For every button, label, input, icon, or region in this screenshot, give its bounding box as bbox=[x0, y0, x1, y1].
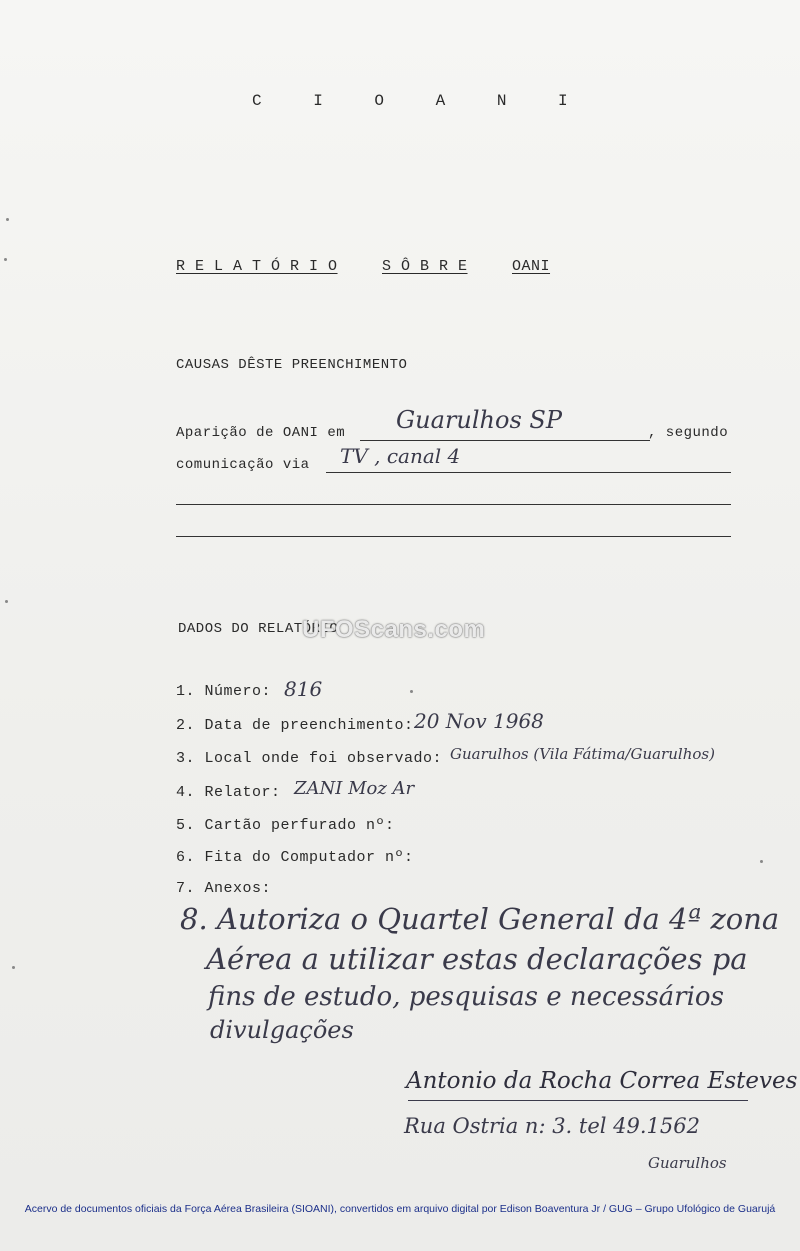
signature-city: Guarulhos bbox=[648, 1154, 727, 1172]
watermark: UFOScans.com bbox=[302, 616, 486, 643]
item-4-label: 4. Relator: bbox=[176, 784, 281, 801]
causes-line1-suffix: , segundo bbox=[648, 425, 729, 441]
item-1-value: 816 bbox=[284, 677, 323, 701]
document-header: C I O A N I bbox=[252, 92, 589, 110]
item-4-value: ZANI Moz Ar bbox=[294, 778, 415, 799]
scan-speck bbox=[410, 690, 413, 693]
item-7-label: 7. Anexos: bbox=[176, 880, 272, 897]
report-title-word3: OANI bbox=[512, 258, 551, 275]
note-line-3: fins de estudo, pesquisas e necessários bbox=[208, 982, 724, 1012]
causes-line2-prefix: comunicação via bbox=[176, 457, 310, 473]
signature-name: Antonio da Rocha Correa Esteves bbox=[406, 1068, 798, 1094]
report-heading: DADOS DO RELATÓRIO bbox=[178, 621, 339, 637]
scan-speck bbox=[6, 218, 9, 221]
causes-heading: CAUSAS DÊSTE PREENCHIMENTO bbox=[176, 357, 408, 373]
scan-speck bbox=[760, 860, 763, 863]
signature-underline bbox=[408, 1100, 748, 1101]
scan-speck bbox=[4, 258, 7, 261]
causes-line2-blank bbox=[326, 472, 731, 473]
report-title-word1: R E L A T Ó R I O bbox=[176, 258, 338, 275]
report-title-word2: S Ô B R E bbox=[382, 258, 468, 275]
item-3-value: Guarulhos (Vila Fátima/Guarulhos) bbox=[450, 745, 715, 763]
item-6-label: 6. Fita do Computador nº: bbox=[176, 849, 414, 866]
causes-line1-blank bbox=[360, 440, 650, 441]
scan-speck bbox=[5, 600, 8, 603]
causes-location-handwritten: Guarulhos SP bbox=[396, 406, 562, 434]
scan-speck bbox=[12, 966, 15, 969]
note-line-1: 8. Autoriza o Quartel General da 4ª zona bbox=[180, 902, 780, 936]
item-2-value: 20 Nov 1968 bbox=[414, 709, 544, 733]
causes-line1-prefix: Aparição de OANI em bbox=[176, 425, 346, 441]
item-1-label: 1. Número: bbox=[176, 683, 272, 700]
signature-address: Rua Ostria n: 3. tel 49.1562 bbox=[404, 1114, 700, 1138]
note-line-2: Aérea a utilizar estas declarações pa bbox=[206, 942, 748, 976]
causes-channel-handwritten: TV , canal 4 bbox=[340, 444, 461, 468]
archive-footer: Acervo de documentos oficiais da Força Aérea Brasileira (SIOANI), convertidos em arquivo digital por Edison Boaventura Jr / GUG – Grupo Ufológico de Guarujá bbox=[24, 1203, 776, 1215]
item-2-label: 2. Data de preenchimento: bbox=[176, 717, 414, 734]
item-3-label: 3. Local onde foi observado: bbox=[176, 750, 443, 767]
blank-line-3 bbox=[176, 504, 731, 505]
note-line-4: divulgações bbox=[210, 1016, 354, 1044]
item-5-label: 5. Cartão perfurado nº: bbox=[176, 817, 395, 834]
blank-line-4 bbox=[176, 536, 731, 537]
